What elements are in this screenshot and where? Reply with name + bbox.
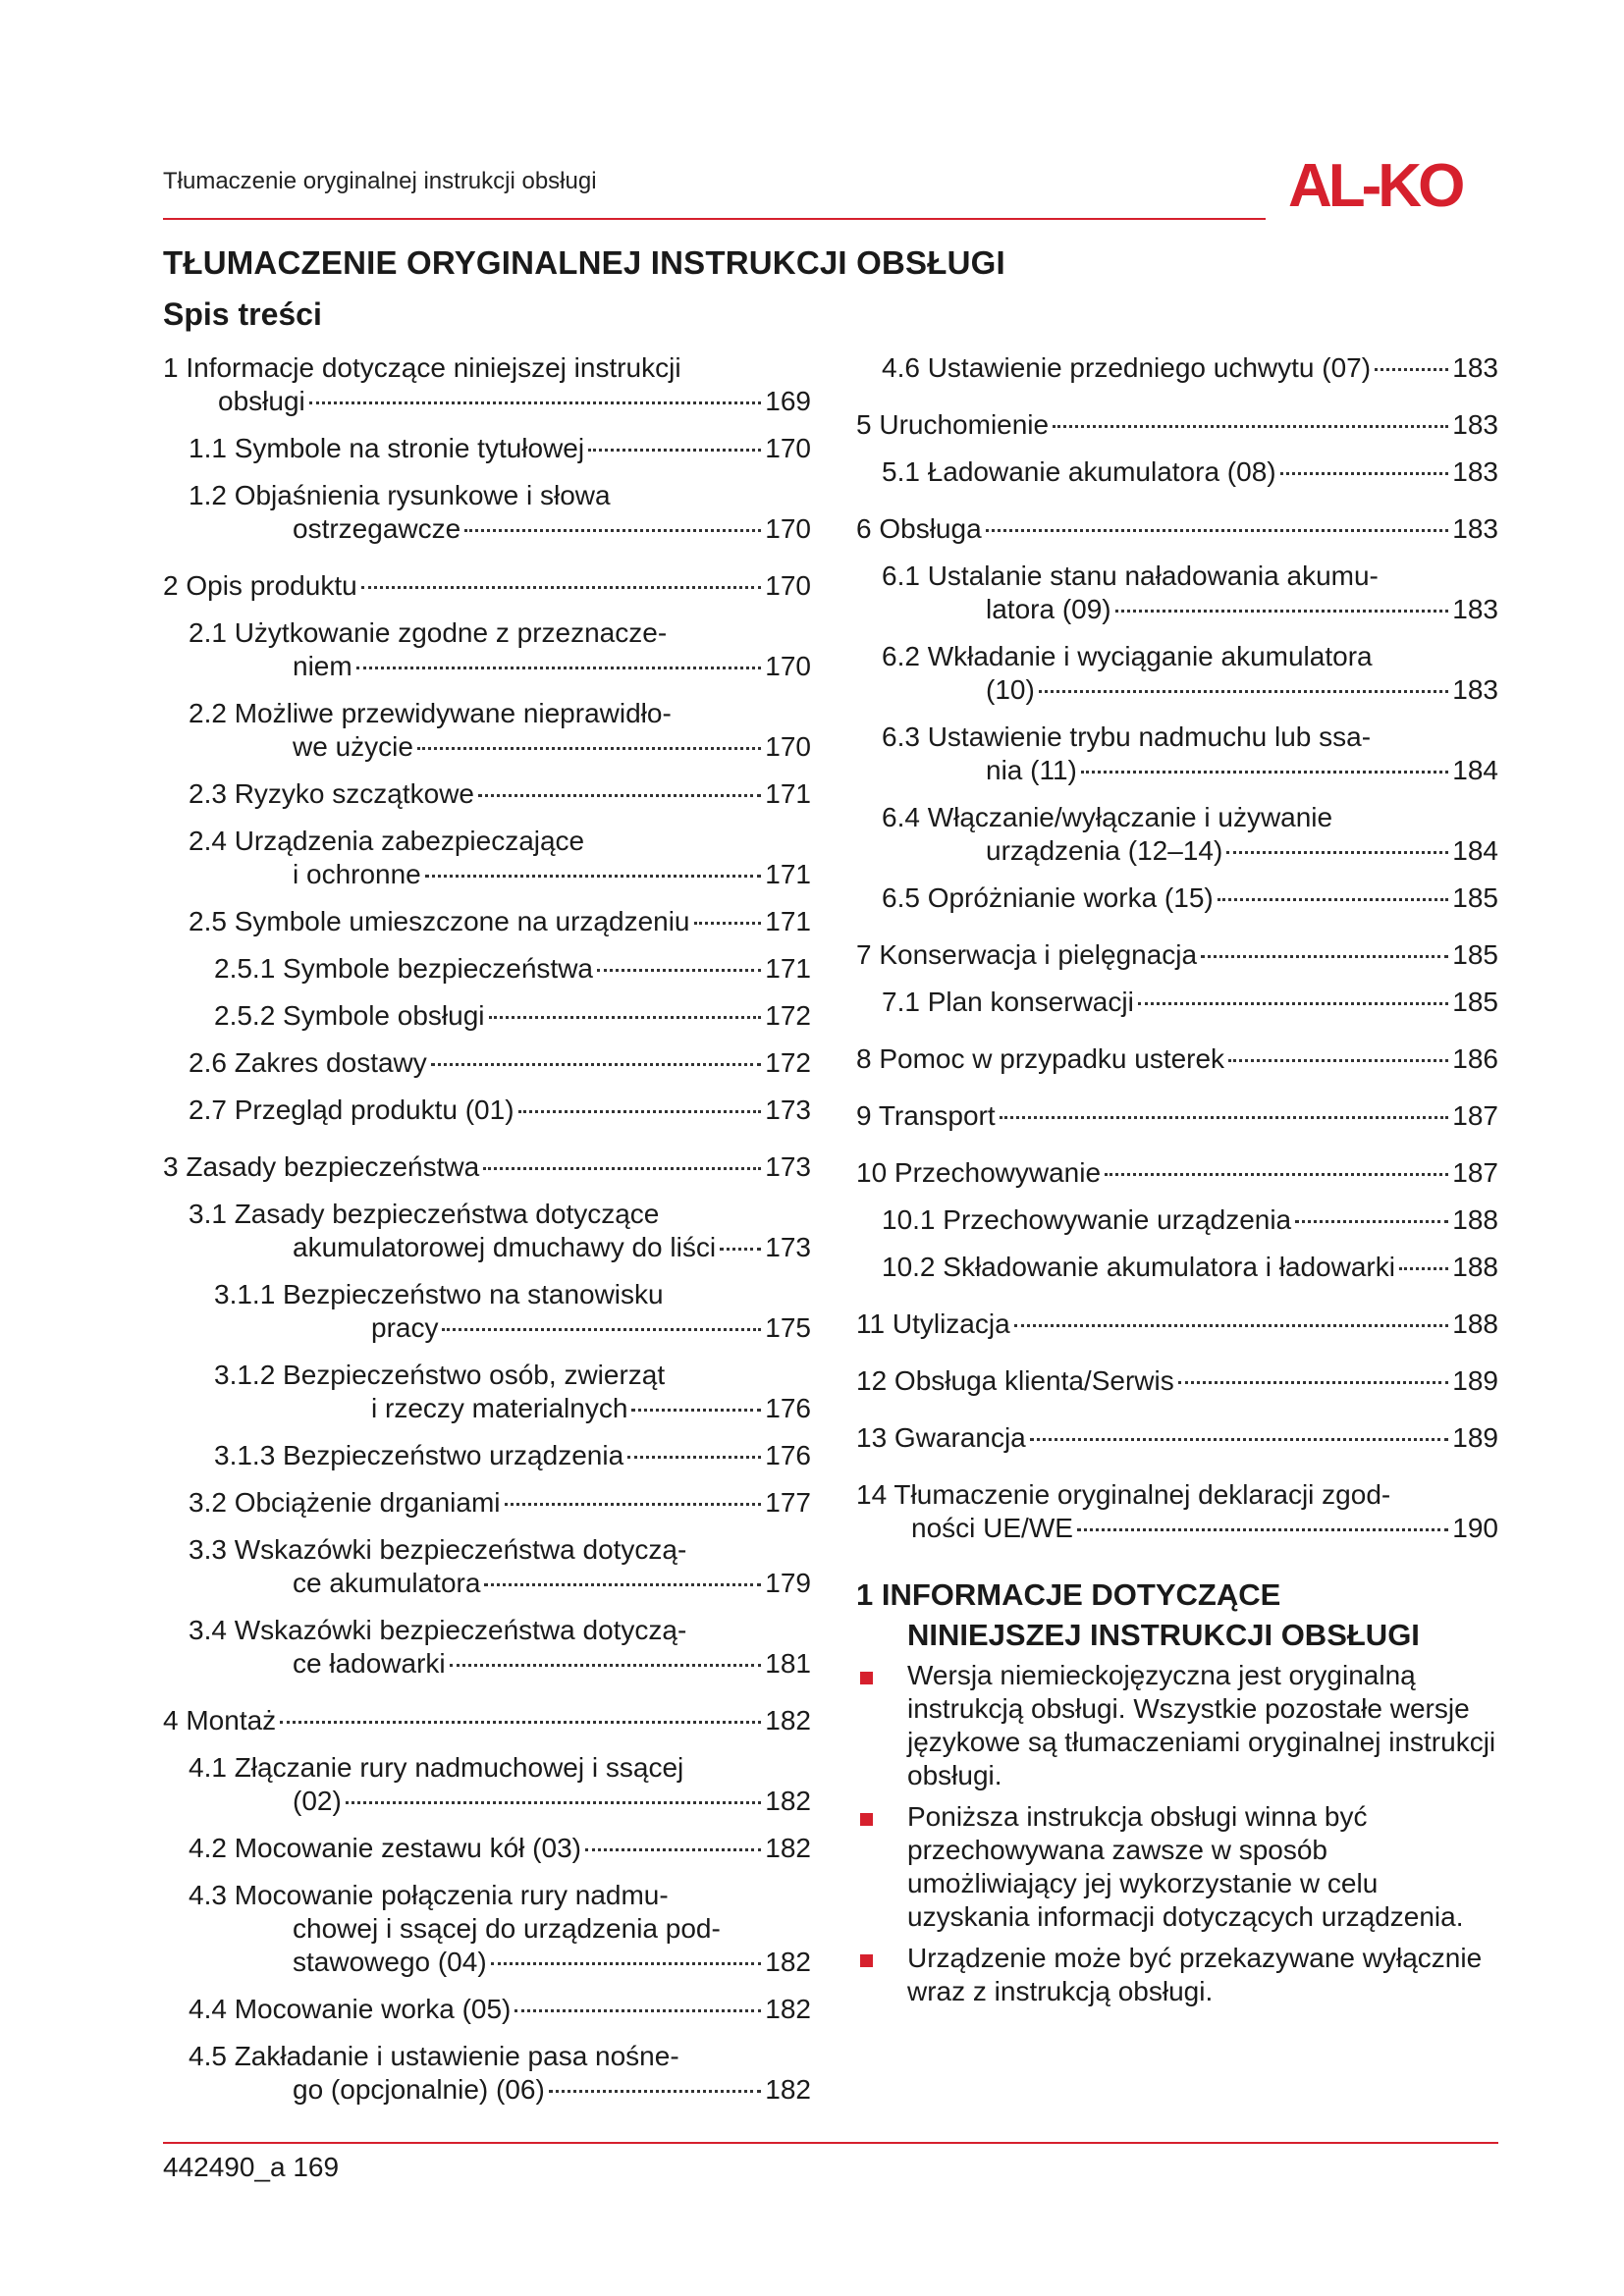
toc-dot-leader — [280, 1721, 761, 1724]
toc-page-number: 171 — [765, 778, 811, 809]
toc-entry[interactable] — [856, 408, 1498, 442]
toc-dot-leader — [1077, 1528, 1448, 1531]
toc-page-number: 182 — [765, 1947, 811, 1977]
section-heading-line-2: NINIEJSZEJ INSTRUKCJI OBSŁUGI — [907, 1618, 1420, 1652]
toc-entry[interactable] — [856, 986, 1498, 1019]
toc-entry-text: pracy — [371, 1312, 439, 1343]
toc-entry[interactable] — [163, 351, 811, 418]
toc-page-number: 181 — [765, 1648, 811, 1679]
toc-page-number: 182 — [765, 1705, 811, 1735]
toc-entry-text: 3.2 Obciążenie drganiami — [189, 1487, 501, 1518]
toc-entry[interactable] — [856, 721, 1498, 787]
toc-entry-text: (02) — [293, 1786, 342, 1816]
toc-page-number: 172 — [765, 1000, 811, 1031]
toc-entry-text: niem — [293, 651, 352, 681]
toc-page-number: 189 — [1452, 1365, 1498, 1396]
toc-entry-text: ności UE/WE — [911, 1513, 1073, 1543]
toc-entry-text: 12 Obsługa klienta/Serwis — [856, 1365, 1174, 1396]
toc-page-number: 190 — [1452, 1513, 1498, 1543]
toc-dot-leader — [585, 1848, 761, 1851]
toc-entry-text: 4 Montaż — [163, 1705, 277, 1735]
toc-entry-text: 8 Pomoc w przypadku usterek — [856, 1043, 1225, 1074]
toc-dot-leader — [631, 1409, 761, 1412]
toc-entry-text: 2.5.2 Symbole obsługi — [214, 1000, 485, 1031]
toc-dot-leader — [1105, 1173, 1448, 1176]
toc-page-number: 173 — [765, 1232, 811, 1262]
toc-dot-leader — [361, 586, 762, 589]
toc-dot-leader — [986, 529, 1449, 532]
toc-entry-text: 6.5 Opróżnianie worka (15) — [882, 882, 1214, 913]
toc-entry[interactable] — [163, 1704, 811, 1737]
toc-page-number: 175 — [765, 1312, 811, 1343]
toc-dot-leader — [627, 1456, 761, 1459]
toc-entry[interactable] — [163, 1832, 811, 1865]
list-item: Poniższa instrukcja obsługi winna być przechowywana zawsze w sposób umożliwiający jej wykorzystanie w celu uzyskania informacji dotyczących urządzenia. — [856, 1800, 1498, 1934]
toc-page-number: 183 — [1452, 409, 1498, 440]
toc-page-number: 184 — [1452, 835, 1498, 866]
toc-entry[interactable] — [163, 905, 811, 938]
toc-dot-leader — [505, 1503, 762, 1506]
toc-entry-text: 3 Zasady bezpieczeństwa — [163, 1151, 480, 1182]
toc-page-number: 173 — [765, 1095, 811, 1125]
toc-entry[interactable] — [163, 777, 811, 811]
toc-entry-text: 10.2 Składowanie akumulatora i ładowarki — [882, 1252, 1395, 1282]
toc-heading: Spis treści — [163, 296, 322, 332]
toc-page-number: 172 — [765, 1047, 811, 1078]
toc-entry-text: 2 Opis produktu — [163, 570, 357, 601]
toc-dot-leader — [694, 922, 762, 925]
toc-entry-text: 11 Utylizacja — [856, 1308, 1010, 1339]
toc-dot-leader — [1201, 955, 1448, 958]
toc-entry[interactable] — [163, 2040, 811, 2107]
toc-entry[interactable] — [163, 1198, 811, 1264]
toc-entry[interactable] — [163, 1879, 811, 1979]
toc-entry[interactable] — [163, 1359, 811, 1425]
toc-dot-leader — [442, 1328, 761, 1331]
toc-page-number: 176 — [765, 1393, 811, 1423]
toc-entry-text: 2.5 Symbole umieszczone na urządzeniu — [189, 906, 690, 936]
toc-entry-text: ce ładowarki — [293, 1648, 446, 1679]
toc-dot-leader — [431, 1063, 762, 1066]
toc-page-number: 183 — [1452, 513, 1498, 544]
toc-entry[interactable] — [163, 1278, 811, 1345]
toc-dot-leader — [491, 1962, 762, 1965]
toc-dot-leader — [1053, 425, 1448, 428]
toc-page-number: 170 — [765, 570, 811, 601]
toc-entry[interactable] — [163, 1486, 811, 1520]
toc-entry-text: 5.1 Ładowanie akumulatora (08) — [882, 456, 1276, 487]
toc-entry[interactable] — [163, 1439, 811, 1472]
toc-entry[interactable] — [163, 1046, 811, 1080]
toc-dot-leader — [1375, 368, 1448, 371]
toc-page-number: 169 — [765, 386, 811, 416]
running-header: Tłumaczenie oryginalnej instrukcji obsługi — [163, 168, 597, 194]
toc-dot-leader — [1030, 1438, 1449, 1441]
toc-page-number: 188 — [1452, 1204, 1498, 1235]
toc-entry-text: obsługi — [218, 386, 305, 416]
toc-page-number: 182 — [765, 1994, 811, 2024]
square-bullet-icon — [860, 1954, 873, 1967]
page-title: TŁUMACZENIE ORYGINALNEJ INSTRUKCJI OBSŁUGI — [163, 244, 1005, 281]
toc-page-number: 187 — [1452, 1100, 1498, 1131]
toc-entry-text: go (opcjonalnie) (06) — [293, 2074, 545, 2105]
toc-page-number: 186 — [1452, 1043, 1498, 1074]
toc-entry[interactable] — [163, 1533, 811, 1600]
toc-entry-text: 3.1.3 Bezpieczeństwo urządzenia — [214, 1440, 624, 1470]
toc-entry-text: 14 Tłumaczenie oryginalnej deklaracji zgod- — [856, 1479, 1391, 1510]
toc-entry-text: i ochronne — [293, 859, 421, 889]
toc-entry-text: 2.3 Ryzyko szczątkowe — [189, 778, 474, 809]
toc-dot-leader — [1081, 771, 1448, 774]
toc-entry-text: 2.5.1 Symbole bezpieczeństwa — [214, 953, 593, 984]
toc-entry-text: 3.1.2 Bezpieczeństwo osób, zwierząt — [214, 1360, 666, 1390]
toc-page-number: 188 — [1452, 1308, 1498, 1339]
toc-entry-text: 3.1 Zasady bezpieczeństwa dotyczące — [189, 1199, 660, 1229]
toc-dot-leader — [1218, 898, 1449, 901]
toc-entry[interactable] — [856, 1421, 1498, 1455]
toc-page-number: 185 — [1452, 987, 1498, 1017]
toc-entry[interactable] — [856, 455, 1498, 489]
toc-dot-leader — [1178, 1381, 1449, 1384]
toc-page-number: 183 — [1452, 674, 1498, 705]
toc-entry-text: 7.1 Plan konserwacji — [882, 987, 1134, 1017]
toc-entry-text: 4.2 Mocowanie zestawu kół (03) — [189, 1833, 581, 1863]
alko-logo — [1288, 155, 1498, 212]
toc-entry-text: 4.5 Zakładanie i ustawienie pasa nośne- — [189, 2041, 679, 2071]
toc-entry[interactable] — [163, 697, 811, 764]
toc-entry-text: 4.4 Mocowanie worka (05) — [189, 1994, 512, 2024]
toc-dot-leader — [483, 1167, 761, 1170]
toc-page-number: 170 — [765, 651, 811, 681]
toc-entry-text: 4.6 Ustawienie przedniego uchwytu (07) — [882, 352, 1372, 383]
toc-entry[interactable] — [163, 1094, 811, 1127]
toc-page-number: 170 — [765, 731, 811, 762]
toc-dot-leader — [549, 2090, 761, 2093]
toc-entry[interactable] — [856, 1099, 1498, 1133]
toc-entry-text: 9 Transport — [856, 1100, 996, 1131]
toc-entry[interactable] — [856, 351, 1498, 385]
toc-dot-leader — [489, 1016, 762, 1019]
footer-divider — [163, 2142, 1498, 2144]
toc-page-number: 189 — [1452, 1422, 1498, 1453]
toc-entry-text: we użycie — [293, 731, 413, 762]
toc-dot-leader — [1014, 1324, 1449, 1327]
toc-entry-text: 3.1.1 Bezpieczeństwo na stanowisku — [214, 1279, 664, 1309]
toc-entry[interactable] — [856, 512, 1498, 546]
toc-dot-leader — [356, 667, 762, 669]
toc-dot-leader — [1228, 1059, 1448, 1062]
toc-entry[interactable] — [163, 432, 811, 465]
toc-dot-leader — [720, 1248, 761, 1251]
toc-page-number: 187 — [1452, 1157, 1498, 1188]
toc-entry[interactable] — [163, 1150, 811, 1184]
toc-dot-leader — [346, 1801, 761, 1804]
toc-entry[interactable] — [856, 1308, 1498, 1341]
toc-entry-text: 2.6 Zakres dostawy — [189, 1047, 427, 1078]
toc-entry-text: (10) — [986, 674, 1035, 705]
toc-entry-text: 7 Konserwacja i pielęgnacja — [856, 939, 1198, 970]
toc-entry-text: 5 Uruchomienie — [856, 409, 1050, 440]
toc-entry[interactable] — [856, 1478, 1498, 1545]
toc-entry-text: 2.4 Urządzenia zabezpieczające — [189, 826, 585, 856]
list-item: Urządzenie może być przekazywane wyłącznie wraz z instrukcją obsługi. — [856, 1942, 1498, 2008]
toc-entry-text: akumulatorowej dmuchawy do liści — [293, 1232, 717, 1262]
toc-entry-text: ostrzegawcze — [293, 513, 461, 544]
toc-entry-text: 13 Gwarancja — [856, 1422, 1026, 1453]
toc-dot-leader — [1280, 472, 1449, 475]
toc-dot-leader — [1039, 690, 1448, 693]
toc-dot-leader — [1295, 1220, 1448, 1223]
toc-entry[interactable] — [856, 1042, 1498, 1076]
toc-dot-leader — [309, 401, 762, 404]
toc-entry-text: 6.3 Ustawienie trybu nadmuchu lub ssa- — [882, 721, 1372, 752]
section-heading — [856, 1575, 1504, 1655]
toc-entry-text: 4.1 Złączanie rury nadmuchowej i ssącej — [189, 1752, 684, 1783]
toc-entry-text: 1.1 Symbole na stronie tytułowej — [189, 433, 585, 463]
toc-entry-text: 6.1 Ustalanie stanu naładowania akumu- — [882, 561, 1379, 591]
toc-entry[interactable] — [856, 1156, 1498, 1190]
toc-entry[interactable] — [163, 1993, 811, 2026]
toc-page-number: 185 — [1452, 882, 1498, 913]
toc-entry[interactable] — [163, 952, 811, 986]
toc-entry-text: 2.1 Użytkowanie zgodne z przeznacze- — [189, 617, 668, 648]
toc-entry-text: 2.2 Możliwe przewidywane nieprawidło- — [189, 698, 672, 728]
toc-entry-text: 3.4 Wskazówki bezpieczeństwa dotyczą- — [189, 1615, 687, 1645]
toc-entry[interactable] — [856, 938, 1498, 972]
toc-entry[interactable] — [856, 1203, 1498, 1237]
toc-entry[interactable] — [856, 801, 1498, 868]
toc-dot-leader — [417, 747, 761, 750]
toc-entry[interactable] — [163, 479, 811, 546]
toc-entry-text: 6.2 Wkładanie i wyciąganie akumulatora — [882, 641, 1373, 671]
toc-entry-text: 1.2 Objaśnienia rysunkowe i słowa — [189, 480, 611, 510]
toc-entry-text: latora (09) — [986, 594, 1111, 624]
toc-dot-leader — [514, 2009, 761, 2012]
toc-entry[interactable] — [856, 560, 1498, 626]
toc-dot-leader — [518, 1110, 762, 1113]
toc-entry-text: 10 Przechowywanie — [856, 1157, 1102, 1188]
toc-page-number: 182 — [765, 1786, 811, 1816]
toc-entry-text: ce akumulatora — [293, 1568, 481, 1598]
toc-entry[interactable] — [163, 825, 811, 891]
toc-page-number: 183 — [1452, 594, 1498, 624]
square-bullet-icon — [860, 1813, 873, 1826]
toc-page-number: 182 — [765, 1833, 811, 1863]
toc-entry[interactable] — [163, 1614, 811, 1681]
page-footer: 442490_a 169 — [163, 2152, 340, 2182]
toc-page-number: 177 — [765, 1487, 811, 1518]
toc-entry[interactable] — [163, 616, 811, 683]
toc-entry-text: nia (11) — [986, 755, 1077, 785]
toc-page-number: 179 — [765, 1568, 811, 1598]
toc-page-number: 171 — [765, 953, 811, 984]
toc-entry-text: 4.3 Mocowanie połączenia rury nadmu- — [189, 1880, 669, 1910]
toc-page-number: 171 — [765, 906, 811, 936]
toc-page-number: 182 — [765, 2074, 811, 2105]
toc-dot-leader — [450, 1664, 762, 1667]
toc-dot-leader — [597, 969, 761, 972]
section-heading-line-1: 1 INFORMACJE DOTYCZĄCE — [856, 1577, 1281, 1612]
toc-entry[interactable] — [856, 881, 1498, 915]
toc-dot-leader — [1399, 1267, 1448, 1270]
list-item: Wersja niemieckojęzyczna jest oryginalną instrukcją obsługi. Wszystkie pozostałe wersje językowe są tłumaczeniami oryginalnej instrukcji obsługi. — [856, 1659, 1498, 1792]
toc-entry[interactable] — [163, 569, 811, 603]
toc-dot-leader — [588, 449, 761, 452]
toc-entry-text: 2.7 Przegląd produktu (01) — [189, 1095, 514, 1125]
toc-page-number: 170 — [765, 513, 811, 544]
logo-text: AL-KO — [1288, 155, 1462, 212]
toc-page-number: 183 — [1452, 456, 1498, 487]
toc-entry-text: chowej i ssącej do urządzenia pod- — [293, 1913, 721, 1944]
toc-entry-text: 10.1 Przechowywanie urządzenia — [882, 1204, 1292, 1235]
toc-entry-text: i rzeczy materialnych — [371, 1393, 628, 1423]
toc-dot-leader — [464, 529, 761, 532]
toc-entry-text: 6 Obsługa — [856, 513, 982, 544]
toc-entry-text: 1 Informacje dotyczące niniejszej instrukcji — [163, 352, 681, 383]
toc-entry[interactable] — [856, 640, 1498, 707]
toc-entry-text: 3.3 Wskazówki bezpieczeństwa dotyczą- — [189, 1534, 687, 1565]
toc-entry[interactable] — [163, 999, 811, 1033]
toc-page-number: 184 — [1452, 755, 1498, 785]
toc-dot-leader — [484, 1583, 761, 1586]
toc-dot-leader — [425, 875, 762, 878]
info-bullet-list — [856, 1659, 1498, 2016]
toc-entry[interactable] — [856, 1251, 1498, 1284]
toc-entry[interactable] — [163, 1751, 811, 1818]
toc-entry-text: stawowego (04) — [293, 1947, 487, 1977]
toc-page-number: 171 — [765, 859, 811, 889]
toc-right-column — [856, 351, 1498, 1545]
toc-entry-text: 6.4 Włączanie/wyłączanie i używanie — [882, 802, 1333, 832]
toc-left-column — [163, 351, 811, 2107]
toc-dot-leader — [1000, 1116, 1449, 1119]
toc-page-number: 170 — [765, 433, 811, 463]
toc-page-number: 188 — [1452, 1252, 1498, 1282]
toc-entry-text: urządzenia (12–14) — [986, 835, 1223, 866]
toc-page-number: 183 — [1452, 352, 1498, 383]
toc-dot-leader — [1115, 610, 1449, 613]
toc-dot-leader — [1226, 851, 1448, 854]
square-bullet-icon — [860, 1672, 873, 1684]
toc-dot-leader — [478, 794, 761, 797]
toc-page-number: 173 — [765, 1151, 811, 1182]
toc-page-number: 176 — [765, 1440, 811, 1470]
toc-dot-leader — [1138, 1002, 1448, 1005]
toc-entry[interactable] — [856, 1364, 1498, 1398]
header-divider — [163, 218, 1266, 220]
toc-page-number: 185 — [1452, 939, 1498, 970]
